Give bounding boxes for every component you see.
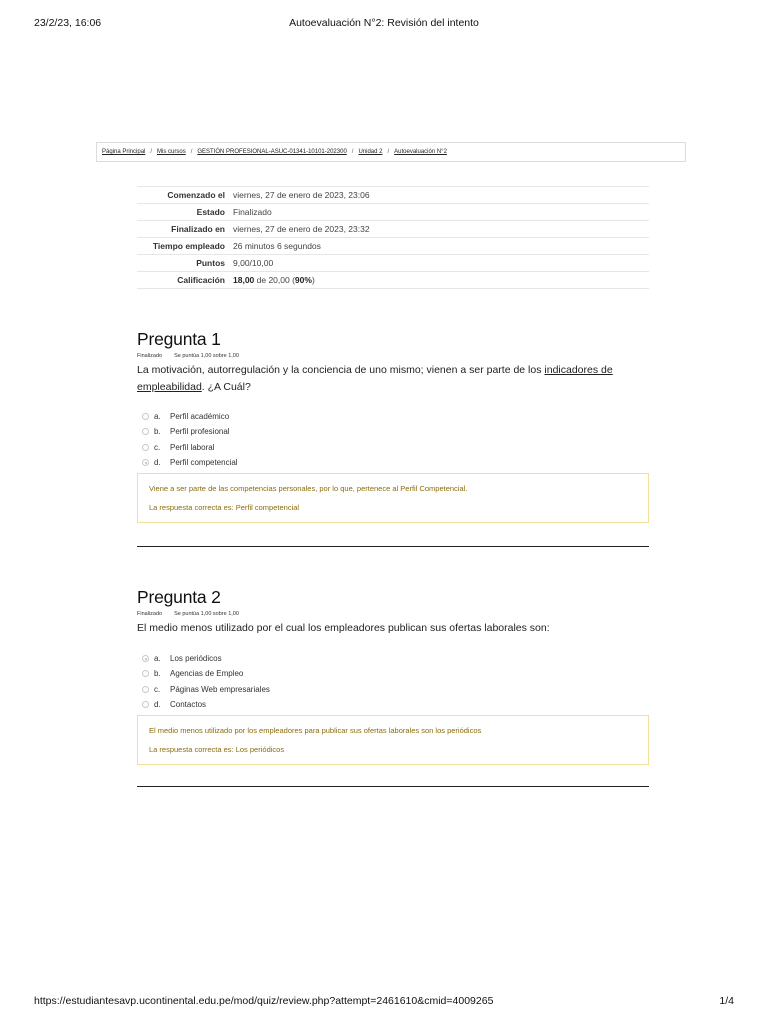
summary-value: Finalizado (229, 204, 649, 221)
general-feedback: Viene a ser parte de las competencias personales, por lo que, pertenece al Perfil Competencial. (149, 484, 468, 494)
print-date: 23/2/23, 16:06 (34, 17, 102, 29)
question-divider (137, 786, 649, 787)
option-label: Perfil competencial (170, 458, 238, 468)
breadcrumb-quiz[interactable]: Autoevaluación N°2 (394, 149, 447, 155)
radio-button-selected (142, 459, 149, 466)
option-label: Perfil académico (170, 412, 230, 422)
question-text-part: La motivación, autorregulación y la conciencia de uno mismo; vienen a ser parte de los (137, 364, 545, 376)
grade-close: ) (311, 275, 315, 285)
question-title: Pregunta 1 (137, 329, 221, 349)
summary-label: Tiempo empleado (137, 238, 229, 255)
question-grade: Se puntúa 1,00 sobre 1,00 (174, 611, 239, 617)
breadcrumb-home[interactable]: Página Principal (102, 149, 146, 155)
grade-score: 18,00 (233, 275, 255, 285)
correct-answer: La respuesta correcta es: Perfil competencial (149, 503, 300, 513)
breadcrumb-course[interactable]: GESTIÓN PROFESIONAL-ASUC-01341-10101-202300 (197, 149, 347, 155)
grade-percent: 90% (294, 275, 312, 285)
summary-row-points (137, 255, 649, 272)
print-page-title: Autoevaluación N°2: Revisión del intento (289, 17, 479, 29)
option-label: Páginas Web empresariales (170, 684, 270, 694)
option-letter: c. (154, 684, 161, 694)
summary-label: Calificación (137, 272, 229, 289)
question-text-part: . ¿A Cuál? (201, 381, 251, 393)
option-label: Perfil profesional (170, 427, 230, 437)
answer-option-a (137, 651, 649, 666)
radio-button-selected (142, 655, 149, 662)
summary-value: 9,00/10,00 (229, 255, 649, 272)
option-letter: a. (154, 412, 161, 422)
answer-option-c (137, 440, 649, 455)
question-state: Finalizado (137, 353, 163, 359)
print-header (34, 17, 734, 33)
question-grade: Se puntúa 1,00 sobre 1,00 (174, 353, 239, 359)
option-label: Los periódicos (170, 654, 222, 664)
answer-option-d (137, 697, 649, 712)
breadcrumb-separator: / (190, 149, 193, 155)
question-divider (137, 546, 649, 547)
radio-button (142, 670, 149, 677)
question-2 (137, 586, 649, 765)
summary-row-started (137, 187, 649, 204)
summary-row-time (137, 238, 649, 255)
question-info (137, 611, 649, 619)
print-page-number: 1/4 (719, 995, 734, 1007)
question-state: Finalizado (137, 611, 163, 617)
option-letter: b. (154, 427, 161, 437)
question-title: Pregunta 2 (137, 587, 221, 607)
correct-answer: La respuesta correcta es: Los periódicos (149, 745, 285, 755)
feedback-box (137, 715, 649, 765)
radio-button (142, 686, 149, 693)
print-url: https://estudiantesavp.ucontinental.edu.pe/mod/quiz/review.php?attempt=2461610&cmid=4009265 (34, 995, 494, 1007)
radio-button (142, 413, 149, 420)
breadcrumb-separator: / (387, 149, 390, 155)
summary-row-grade (137, 272, 649, 289)
feedback-box (137, 473, 649, 523)
option-letter: a. (154, 654, 161, 664)
breadcrumb-separator: / (150, 149, 153, 155)
answer-option-c (137, 682, 649, 697)
breadcrumb-separator: / (351, 149, 354, 155)
answer-option-b (137, 666, 649, 681)
answer-options (137, 651, 649, 712)
option-label: Perfil laboral (170, 442, 215, 452)
option-letter: d. (154, 458, 161, 468)
summary-label: Finalizado en (137, 221, 229, 238)
option-label: Contactos (170, 700, 207, 710)
grade-total: de 20,00 ( (254, 275, 295, 285)
question-text (137, 362, 649, 396)
summary-row-finished (137, 221, 649, 238)
answer-option-d (137, 455, 649, 470)
option-letter: d. (154, 700, 161, 710)
radio-button (142, 428, 149, 435)
radio-button (142, 701, 149, 708)
summary-label: Puntos (137, 255, 229, 272)
option-label: Agencias de Empleo (170, 669, 244, 679)
breadcrumb (96, 142, 686, 162)
answer-option-b (137, 424, 649, 439)
print-footer (34, 995, 734, 1009)
attempt-summary-table (137, 186, 649, 289)
question-1 (137, 328, 649, 523)
question-info (137, 353, 649, 361)
answer-options (137, 409, 649, 470)
option-letter: b. (154, 669, 161, 679)
summary-value: viernes, 27 de enero de 2023, 23:06 (229, 187, 649, 204)
answer-option-a (137, 409, 649, 424)
question-text: El medio menos utilizado por el cual los empleadores publican sus ofertas laborales son: (137, 622, 550, 634)
summary-grade-value (229, 272, 649, 289)
question-link[interactable]: indicadores de empleabilidad (137, 364, 613, 393)
breadcrumb-my-courses[interactable]: Mis cursos (157, 149, 186, 155)
summary-label: Estado (137, 204, 229, 221)
summary-row-state (137, 204, 649, 221)
general-feedback: El medio menos utilizado por los empleadores para publicar sus ofertas laborales son los periódicos (149, 726, 482, 736)
breadcrumb-unit[interactable]: Unidad 2 (358, 149, 383, 155)
option-letter: c. (154, 442, 161, 452)
summary-value: 26 minutos 6 segundos (229, 238, 649, 255)
summary-value: viernes, 27 de enero de 2023, 23:32 (229, 221, 649, 238)
summary-label: Comenzado el (137, 187, 229, 204)
radio-button (142, 444, 149, 451)
